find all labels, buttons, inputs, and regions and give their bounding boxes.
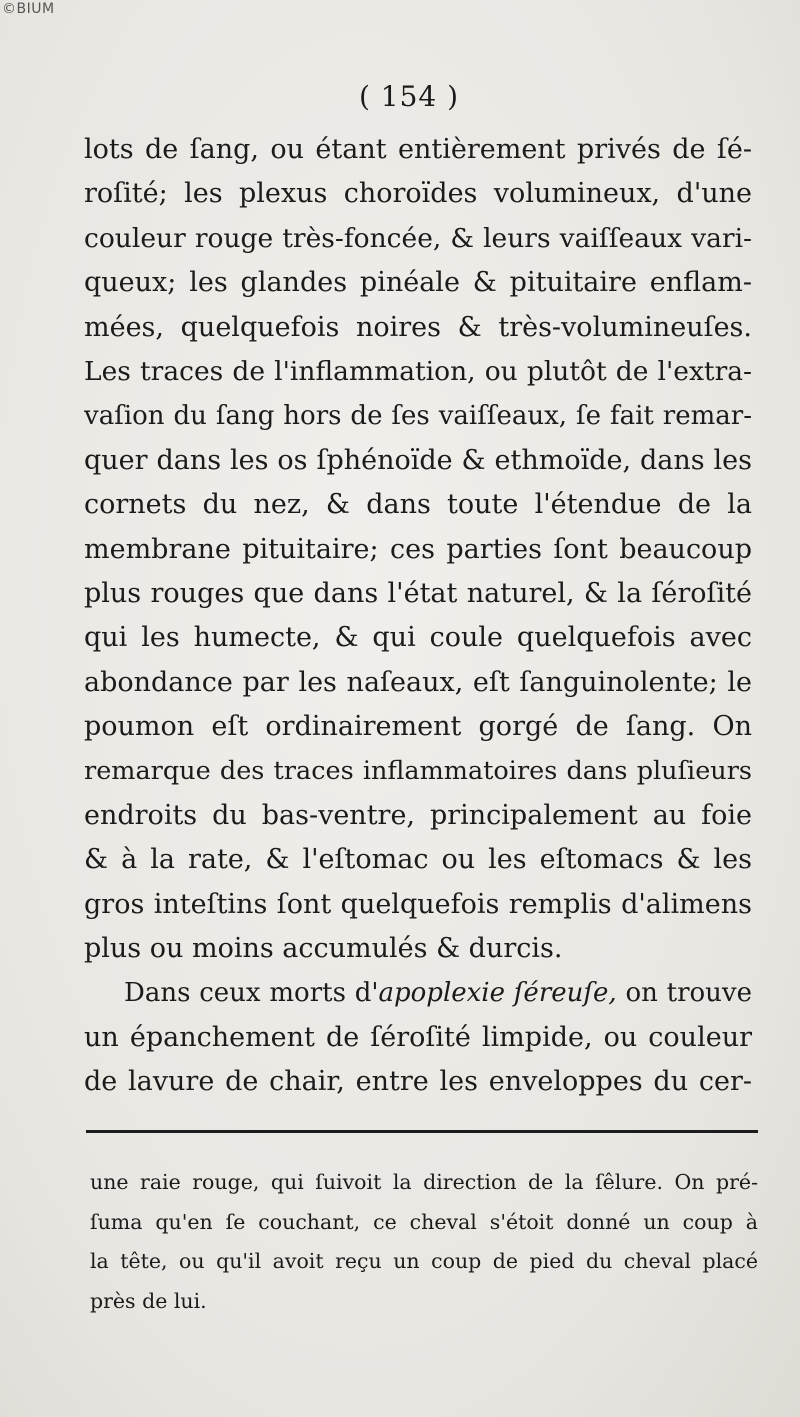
footnote-line: une raie rouge, qui ſuivoit la direction de la ſêlure. On pré-	[90, 1170, 758, 1194]
text-line: remarque des traces inflammatoires dans pluſieurs	[84, 756, 752, 787]
text-line: cornets du nez, & dans toute l'étendue de la	[84, 489, 752, 521]
text-line: abondance par les naſeaux, eſt ſanguinolente; le	[84, 666, 752, 698]
footnote-line: près de lui.	[90, 1288, 207, 1313]
text-line: poumon eſt ordinairement gorgé de ſang. On	[84, 711, 752, 743]
text-line: endroits du bas-ventre, principalement au foie	[84, 799, 752, 831]
text-run: Dans ceux morts d'	[124, 978, 379, 1009]
main-text	[84, 128, 752, 1105]
text-line: mées, quelquefois noires & très-volumineuſes.	[84, 311, 752, 343]
text-line: gros inteſtins ſont quelquefois remplis d'alimens	[84, 888, 752, 920]
text-line: membrane pituitaire; ces parties ſont beaucoup	[84, 533, 752, 565]
paragraph-start-line	[84, 971, 752, 1015]
library-watermark: ©BIUM	[2, 1, 55, 17]
footnote-line: ſuma qu'en ſe couchant, ce cheval s'étoit donné un coup à	[90, 1209, 758, 1234]
text-line: de lavure de chair, entre les enveloppes du cer-	[84, 1066, 752, 1098]
text-line: quer dans les os ſphénoïde & ethmoïde, dans les	[84, 444, 752, 476]
footnote-line: la tête, ou qu'il avoit reçu un coup de pied du cheval placé	[90, 1249, 758, 1273]
text-run: on trouve	[616, 978, 752, 1009]
text-line: lots de ſang, ou étant entièrement privés de ſé-	[84, 134, 752, 165]
text-line: & à la rate, & l'eſtomac ou les eſtomacs & les	[84, 844, 752, 876]
page-number: ( 154 )	[358, 80, 460, 113]
text-line: qui les humecte, & qui coule quelquefois avec	[84, 622, 752, 654]
text-line: un épanchement de ſéroſité limpide, ou couleur	[84, 1021, 752, 1053]
text-line: Les traces de l'inflammation, ou plutôt de l'extra-	[84, 355, 752, 387]
footnote	[90, 1163, 758, 1321]
footnote-rule	[86, 1130, 758, 1133]
text-line: plus rouges que dans l'état naturel, & la ſéroſité	[84, 577, 752, 609]
text-line: couleur rouge très-foncée, & leurs vaiſſeaux vari-	[84, 222, 752, 254]
text-line: vaſion du ſang hors de ſes vaiſſeaux, ſe fait remar-	[84, 401, 752, 432]
italic-term: apoplexie ſéreuſe,	[378, 978, 617, 1009]
text-line: roſité; les plexus choroïdes volumineux, d'une	[84, 178, 752, 210]
text-line: queux; les glandes pinéale & pituitaire enflam-	[84, 267, 752, 299]
text-line: plus ou moins accumulés & durcis.	[84, 933, 563, 965]
